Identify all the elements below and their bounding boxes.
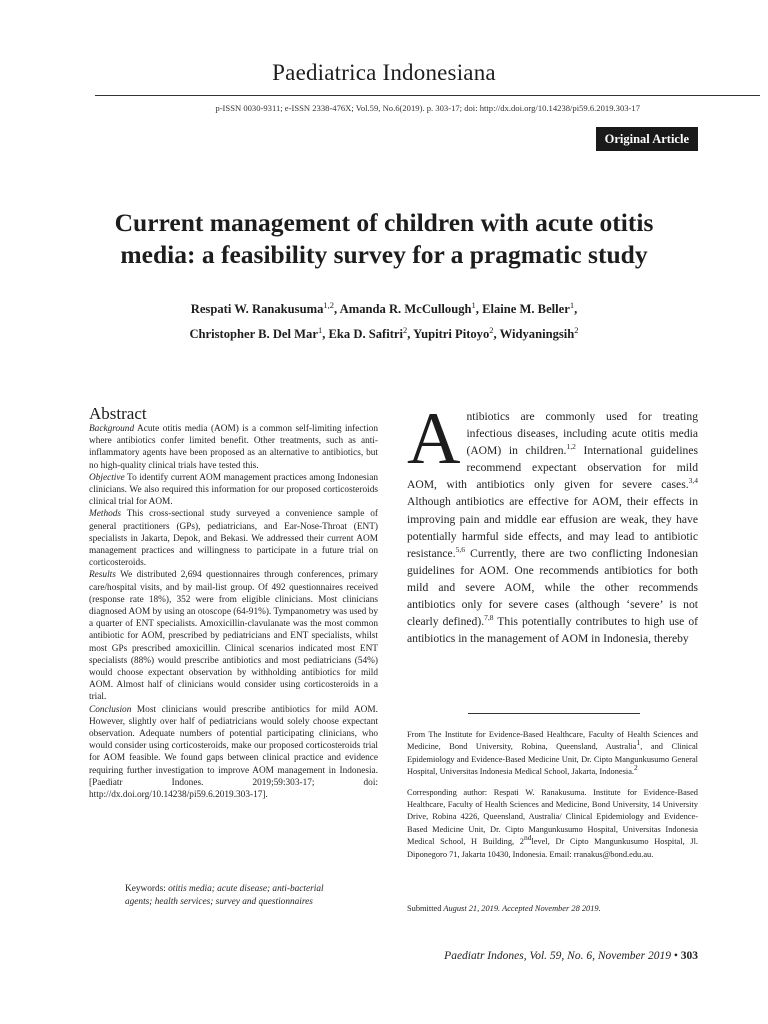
- author-separator: ,: [493, 327, 500, 342]
- keywords-label: Keywords:: [125, 884, 166, 894]
- intro-text-5: This potentially contributes to high use of antibiotics in the management of AOM in Indonesia, thereby: [407, 615, 698, 646]
- article-title: Current management of children with acute otitis media: a feasibility survey for a pragmatic study: [114, 208, 654, 269]
- article-type-badge: Original Article: [596, 127, 698, 151]
- line1-author-affiliation: 1: [471, 300, 476, 310]
- citation-3: 5,6: [455, 544, 465, 554]
- methods-text: This cross-sectional study surveyed a convenience sample of general practitioners (GPs), pediatricians, and Ear-Nose-Throat (ENT) specialists in Jakarta, Depok, and Bekasi. We addressed their current AOM management practices and willingness to participate in a future trial on corticosteroids.: [89, 509, 378, 569]
- keywords: [125, 883, 350, 909]
- corresponding-sup: nd: [523, 833, 532, 843]
- results-text: We distributed 2,694 questionnaires through conferences, primary care/hospital visits, and by mail-list group. Of 492 questionnaires received (response rate 18%), 352 were from eligible clinicians. Most clinicians diagnosed AOM by using an otoscope (64-91%). Tympanometry was used by a quarter of ENT specialists. Amoxicillin-clavulanate was the most common antibiotic for AOM, prescribed by pediatricians and ENT specialists, whilst most GPs prescribed amoxicillin. Clinical scenarios indicated most ENT specialists (88%) would prescribe antibiotics and most pediatricians (54%) would choose expectant observation by withholding antibiotics for mild AOM. Almost half of clinicians would consider using corticosteroids in a trial.: [89, 570, 378, 703]
- author-separator: ,: [574, 302, 578, 317]
- results-label: Results: [89, 570, 116, 581]
- line2-author-name: Yupitri Pitoyo: [413, 327, 490, 342]
- abstract-column: [89, 405, 378, 801]
- background-text: Acute otitis media (AOM) is a common self-limiting infection where antibiotics confer limited benefit. Other treatments, such as anti-inflammatory agents have been proposed as an alternative to antibiotics, but no high-quality clinical trials have tested this.: [89, 424, 378, 471]
- background-label: Background: [89, 424, 135, 434]
- affiliation-sup-2: 2: [634, 763, 638, 773]
- intro-text-4: Currently, there are two conflicting Indonesian guidelines for AOM. One recommends antibiotics for both mild and severe AOM, while the other recommends antibiotics only for severe cases (although ‘severe’ is not clearly defined).: [407, 546, 698, 629]
- line1-author-affiliation: 1,2: [323, 300, 334, 310]
- footer-bullet: •: [670, 950, 681, 962]
- line1-author-name: Respati W. Ranakusuma: [190, 302, 324, 317]
- author-separator: ,: [322, 327, 329, 342]
- submission-dates: [407, 903, 698, 915]
- citation-1: 1,2: [566, 442, 576, 452]
- keywords-value: otitis media; acute disease; anti-bacterial agents; health services; survey and questionnaires: [125, 884, 324, 907]
- line2-author-name: Christopher B. Del Mar: [189, 327, 318, 342]
- conclusion-label: Conclusion: [89, 704, 132, 715]
- affiliation-note: [407, 729, 698, 779]
- objective-text: To identify current AOM management practices among Indonesian clinicians. We also required this information for our proposed corticosteroids clinical trial for AOM.: [89, 472, 378, 508]
- footnote-rule: [468, 713, 640, 714]
- affiliation-text-1: From The Institute for Evidence-Based Healthcare, Faculty of Health Sciences and Medicine, Bond University, Robina, Queensland, Australia: [407, 730, 698, 752]
- author-separator: ,: [475, 302, 483, 317]
- corresponding-author-note: [407, 787, 698, 861]
- affiliation-sup-1: 1: [636, 738, 641, 748]
- author-separator: ,: [334, 302, 340, 317]
- line2-author-name: Eka D. Safitri: [328, 327, 404, 342]
- citation-2: 3,4: [688, 476, 698, 486]
- corresponding-text-1: Corresponding author: Respati W. Ranakusuma. Institute for Evidence-Based Healthcare, Faculty of Health Sciences and Medicine, Bond University, 14 University Drive, Robina 4226, Queensland, Australia/ Clinical Epidemiology and Evidence-Based Medicine Unit, Dr. Cipto Mangunkusumo Hospital, Universitas Indonesia Medical School, H Building, 2: [407, 787, 698, 847]
- intro-text-1: ntibiotics are commonly used for treating infectious diseases, including acute otitis media (AOM) in children.: [466, 410, 698, 458]
- issn-doi-line: p-ISSN 0030-9311; e-ISSN 2338-476X; Vol.59, No.6(2019). p. 303-17; doi: http://dx.doi.org/10.14238/pi59.6.2019.303-17: [215, 103, 640, 113]
- line1-author-name: Elaine M. Beller: [482, 302, 570, 317]
- page-number: 303: [680, 950, 698, 962]
- footnotes: [407, 729, 698, 869]
- journal-title: Paediatrica Indonesiana: [272, 60, 496, 85]
- header-rule: [95, 95, 760, 96]
- body-column: [407, 398, 698, 647]
- methods-label: Methods: [89, 509, 122, 520]
- line1-author-name: Amanda R. McCullough: [339, 302, 472, 317]
- line2-author-affiliation: 2: [403, 325, 408, 336]
- intro-paragraph: [407, 398, 698, 647]
- affiliation-text-2: , and Clinical Epidemiology and Evidence-Based Medicine Unit, Dr. Cipto Mangunkusumo General Hospital, Universitas Indonesia Medical School, Jakarta, Indonesia.: [407, 742, 698, 777]
- intro-text-3: Although antibiotics are effective for AOM, their effects in improving pain and middle ear effusion are weak, they have potentially harmful side effects, and may lead to antibiotic resistance.: [407, 495, 698, 560]
- abstract-methods: [89, 508, 378, 569]
- submitted-label: Submitted: [407, 904, 442, 913]
- corresponding-text-2: level, Dr Cipto Mangunkusumo Hospital, Jl. Diponegoro 71, Jakarta 10430, Indonesia. Email: rranakus@bond.edu.au.: [407, 837, 698, 859]
- citation-4: 7,8: [484, 613, 494, 623]
- abstract-background: [89, 423, 378, 472]
- drop-cap: A: [407, 398, 461, 480]
- line2-author-affiliation: 1: [317, 325, 323, 336]
- abstract-objective: [89, 472, 378, 509]
- abstract-conclusion: [89, 704, 378, 802]
- author-list: [80, 295, 688, 345]
- page-footer: [444, 950, 698, 962]
- objective-label: Objective: [89, 472, 125, 483]
- conclusion-text: Most clinicians would prescribe antibiotics for mild AOM. However, slightly over half of pediatricians would solely choose expectant observation. Adequate numbers of potential participating clinicians, who would consider using corticosteroids, make our proposed corticosteroids trial for AOM feasible. We found gaps between clinical practice and evidence requiring further investigation to improve AOM management in Indonesia. [Paediatr Indones. 2019;59:303-17; doi: http://dx.doi.org/10.14238/pi59.6.2019.303-17].: [89, 704, 378, 801]
- line2-author-affiliation: 2: [489, 325, 494, 336]
- abstract-results: [89, 569, 378, 703]
- submitted-dates: August 21, 2019. Accepted November 28 2019.: [441, 904, 601, 913]
- line2-author-affiliation: 2: [574, 325, 579, 336]
- author-line-2: [80, 320, 688, 345]
- intro-text-2: International guidelines recommend expectant observation for mild AOM, with antibiotics only given for severe cases.: [407, 444, 698, 492]
- line1-author-affiliation: 1: [569, 300, 575, 310]
- abstract-heading: Abstract: [89, 404, 147, 423]
- author-separator: ,: [407, 327, 414, 342]
- author-line-1: [80, 295, 688, 320]
- footer-citation: Paediatr Indones, Vol. 59, No. 6, November 2019: [444, 950, 671, 962]
- line2-author-name: Widyaningsih: [499, 327, 575, 342]
